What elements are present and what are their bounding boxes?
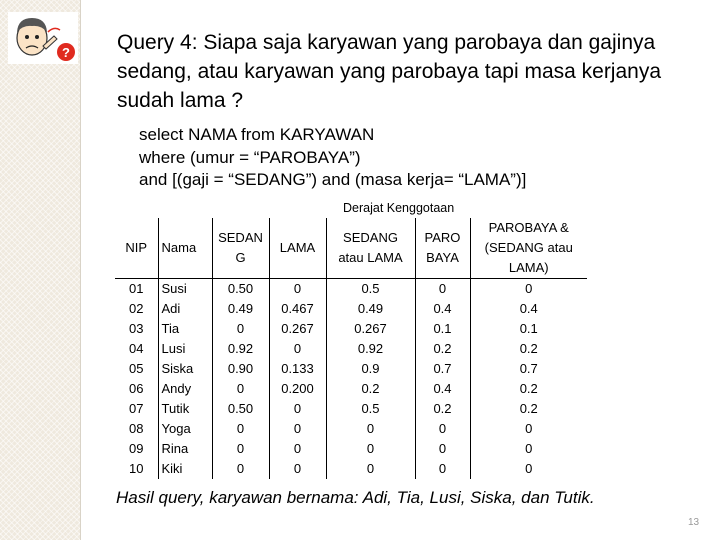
cell-sedang-lama: 0.92 <box>326 339 415 359</box>
header-nama: Nama <box>158 218 212 279</box>
cell-nama: Susi <box>158 279 212 300</box>
table-row <box>115 399 587 419</box>
cell-sedang-lama: 0 <box>326 459 415 479</box>
svg-text:?: ? <box>62 45 70 60</box>
cell-sedang-lama: 0.49 <box>326 299 415 319</box>
cell-sedang: 0 <box>212 379 269 399</box>
side-divider <box>80 0 81 540</box>
cell-sedang: 0.90 <box>212 359 269 379</box>
cell-lama: 0 <box>269 339 326 359</box>
cell-nip: 05 <box>129 361 144 376</box>
cell-lama: 0 <box>269 459 326 479</box>
page-number: 13 <box>688 517 700 528</box>
cell-sedang-lama: 0.5 <box>326 399 415 419</box>
header-line: PAROBAYA & <box>488 220 569 235</box>
cell-sedang-lama: 0.2 <box>326 379 415 399</box>
sql-line: where (umur = “PAROBAYA”) <box>139 147 361 167</box>
table-body <box>115 279 587 480</box>
cell-lama: 0.267 <box>269 319 326 339</box>
cell-nip: 03 <box>129 321 144 336</box>
cell-lama: 0.200 <box>269 379 326 399</box>
header-line: PARO <box>424 230 461 245</box>
cell-nama: Yoga <box>158 419 212 439</box>
cell-result: 0.1 <box>470 319 587 339</box>
sql-line: select NAMA from KARYAWAN <box>139 125 375 144</box>
membership-degree-caption: Derajat Kenggotaan <box>343 201 455 215</box>
cell-sedang: 0 <box>212 319 269 339</box>
cell-parobaya: 0 <box>415 279 470 300</box>
table-row <box>115 379 587 399</box>
cell-sedang: 0.49 <box>212 299 269 319</box>
question-mark-icon <box>57 43 75 61</box>
cell-result: 0 <box>470 279 587 300</box>
table-row <box>115 279 587 300</box>
cell-lama: 0.133 <box>269 359 326 379</box>
cell-lama: 0.467 <box>269 299 326 319</box>
table-row <box>115 459 587 479</box>
table-row <box>115 439 587 459</box>
cell-lama: 0 <box>269 439 326 459</box>
cell-lama: 0 <box>269 399 326 419</box>
cell-sedang-lama: 0 <box>326 419 415 439</box>
cell-result: 0 <box>470 439 587 459</box>
cell-nama: Tutik <box>158 399 212 419</box>
header-line: SEDAN <box>218 230 263 245</box>
cell-sedang-lama: 0.267 <box>326 319 415 339</box>
header-line: (SEDANG atau <box>484 240 573 255</box>
header-result <box>470 218 587 279</box>
cell-nip: 10 <box>129 461 144 476</box>
cell-nip: 09 <box>129 441 144 456</box>
cell-sedang: 0 <box>212 459 269 479</box>
cell-nama: Adi <box>158 299 212 319</box>
cell-nip: 02 <box>129 301 144 316</box>
cell-result: 0 <box>470 419 587 439</box>
cell-parobaya: 0.2 <box>415 339 470 359</box>
cell-nama: Andy <box>158 379 212 399</box>
cell-nama: Kiki <box>158 459 212 479</box>
cell-sedang: 0 <box>212 439 269 459</box>
cell-result: 0.7 <box>470 359 587 379</box>
cell-parobaya: 0.4 <box>415 379 470 399</box>
cell-parobaya: 0.2 <box>415 399 470 419</box>
cell-nip: 01 <box>129 281 144 296</box>
header-line: SEDANG <box>343 230 398 245</box>
cell-sedang: 0 <box>212 419 269 439</box>
cell-parobaya: 0 <box>415 419 470 439</box>
cell-sedang-lama: 0.9 <box>326 359 415 379</box>
cell-parobaya: 0 <box>415 459 470 479</box>
table-row <box>115 419 587 439</box>
cell-sedang: 0.50 <box>212 399 269 419</box>
cell-nip: 08 <box>129 421 144 436</box>
table-header-row <box>115 218 587 279</box>
cell-result: 0.2 <box>470 399 587 419</box>
cell-result: 0.2 <box>470 339 587 359</box>
cell-result: 0.4 <box>470 299 587 319</box>
cell-sedang-lama: 0 <box>326 439 415 459</box>
cell-sedang: 0.92 <box>212 339 269 359</box>
cell-sedang: 0.50 <box>212 279 269 300</box>
cell-parobaya: 0 <box>415 439 470 459</box>
table-row <box>115 359 587 379</box>
cell-result: 0.2 <box>470 379 587 399</box>
table-row <box>115 339 587 359</box>
cell-lama: 0 <box>269 419 326 439</box>
header-lama: LAMA <box>269 218 326 279</box>
cell-sedang-lama: 0.5 <box>326 279 415 300</box>
cell-nama: Siska <box>158 359 212 379</box>
header-line: G <box>235 250 246 265</box>
header-line: atau LAMA <box>338 250 403 265</box>
cell-nama: Lusi <box>158 339 212 359</box>
cell-nip: 07 <box>129 401 144 416</box>
cell-nip: 06 <box>129 381 144 396</box>
header-line: LAMA) <box>508 260 549 275</box>
membership-table <box>115 218 587 479</box>
header-sedang-atau-lama <box>326 218 415 279</box>
cell-nama: Rina <box>158 439 212 459</box>
cell-nip: 04 <box>129 341 144 356</box>
table-row <box>115 299 587 319</box>
sql-query <box>139 124 526 192</box>
sql-line: and [(gaji = “SEDANG”) and (masa kerja= “LAMA”)] <box>139 170 527 189</box>
cell-parobaya: 0.1 <box>415 319 470 339</box>
cell-result: 0 <box>470 459 587 479</box>
query-conclusion: Hasil query, karyawan bernama: Adi, Tia, Lusi, Siska, dan Tutik. <box>116 488 595 507</box>
cell-parobaya: 0.7 <box>415 359 470 379</box>
header-nip: NIP <box>115 218 158 279</box>
header-sedang <box>212 218 269 279</box>
cell-nama: Tia <box>158 319 212 339</box>
header-parobaya <box>415 218 470 279</box>
question-text: Query 4: Siapa saja karyawan yang parobaya dan gajinya sedang, atau karyawan yang parobaya tapi masa kerjanya sudah lama ? <box>117 31 662 112</box>
cell-parobaya: 0.4 <box>415 299 470 319</box>
cell-lama: 0 <box>269 279 326 300</box>
table-row <box>115 319 587 339</box>
decorative-side-band <box>0 0 80 540</box>
thinking-person-icon <box>8 12 78 64</box>
header-line: BAYA <box>426 250 459 265</box>
